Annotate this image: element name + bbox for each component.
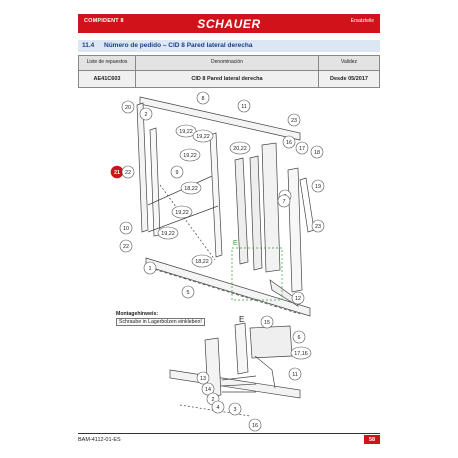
callout-label: 20	[125, 105, 131, 111]
detail-post-part	[235, 323, 248, 374]
callout-label: 2	[211, 397, 215, 403]
callout-label: 5	[186, 290, 190, 296]
callout-label: 17,16	[294, 351, 308, 357]
callout-label: 19,22	[196, 134, 210, 140]
table-cell-validity: Desde 05/2017	[319, 71, 380, 88]
schauer-logo: SCHAUER	[197, 16, 261, 31]
callout-label: 9	[175, 170, 179, 176]
callout-label: 19,22	[161, 231, 175, 237]
callout-label: 23	[315, 224, 321, 230]
page-number: 58	[364, 435, 380, 444]
callout-label: 11	[241, 104, 247, 110]
middle-post-part	[250, 156, 262, 270]
table-header-cell: Validez	[319, 56, 380, 71]
footer-rule	[78, 433, 380, 434]
assembly-note	[116, 311, 205, 326]
callout-label: 1	[148, 266, 152, 272]
table-cell-description: CID 8 Pared lateral derecha	[136, 71, 319, 88]
middle-post-part	[210, 133, 222, 257]
callout-label: 13	[200, 376, 206, 382]
callout-label: 18,22	[184, 186, 198, 192]
callout-label: 16	[252, 423, 258, 429]
callout-label: 17	[299, 146, 305, 152]
callout-label: 12	[295, 296, 301, 302]
detail-bracket-part	[250, 326, 292, 358]
detail-e-heading: E	[239, 315, 245, 324]
callout-label: 21	[114, 170, 120, 176]
callout-label: 10	[123, 226, 129, 232]
callout-label: 3	[233, 407, 237, 413]
detail-rail-part	[170, 370, 300, 398]
table-header-cell: Liste de repuestos	[79, 56, 136, 71]
header-section: Ersatzteile	[350, 18, 374, 24]
table-header-cell: Denominación	[136, 56, 319, 71]
callout-label: 19,22	[175, 210, 189, 216]
footer-doc-number: BAM-4112-01-ES	[78, 437, 121, 443]
callout-label: 7	[282, 199, 286, 205]
note-title: Montagehinweis:	[116, 311, 159, 317]
header-product: COMPIDENT 8	[84, 18, 124, 24]
callout-label: 14	[205, 387, 211, 393]
bottom-rail-part	[146, 258, 310, 316]
callout-label: 15	[264, 320, 270, 326]
callout-label: 6	[297, 335, 301, 341]
callout-label: 16	[286, 140, 292, 146]
callout-label: 18	[314, 150, 320, 156]
section-number: 11.4	[82, 42, 95, 49]
detail-e-marker: E	[233, 240, 238, 247]
section-title: Número de pedido – CID 8 Pared lateral derecha	[104, 42, 253, 49]
left-post-part	[137, 103, 148, 232]
top-rail-part	[140, 97, 300, 140]
callout-label: 19,22	[179, 129, 193, 135]
callout-label: 11	[292, 372, 298, 378]
note-text: Schraube in Lagerbolzen einkleben!	[116, 318, 205, 327]
callout-label: 19,22	[183, 153, 197, 159]
post-part	[150, 128, 160, 236]
table-cell-part-number: AE41C603	[79, 71, 136, 88]
callout-label: 2	[144, 112, 148, 118]
callout-label: 23	[291, 118, 297, 124]
callout-label: 22	[125, 170, 131, 176]
callout-label: 20,22	[233, 146, 247, 152]
callout-label: 18,22	[195, 259, 209, 265]
callout-label: 4	[216, 405, 220, 411]
callout-label: 8	[201, 96, 205, 102]
callout-label: 22	[123, 244, 129, 250]
callout-label: 19	[315, 184, 321, 190]
right-post-part	[288, 168, 302, 292]
right-panel-part	[262, 143, 280, 272]
